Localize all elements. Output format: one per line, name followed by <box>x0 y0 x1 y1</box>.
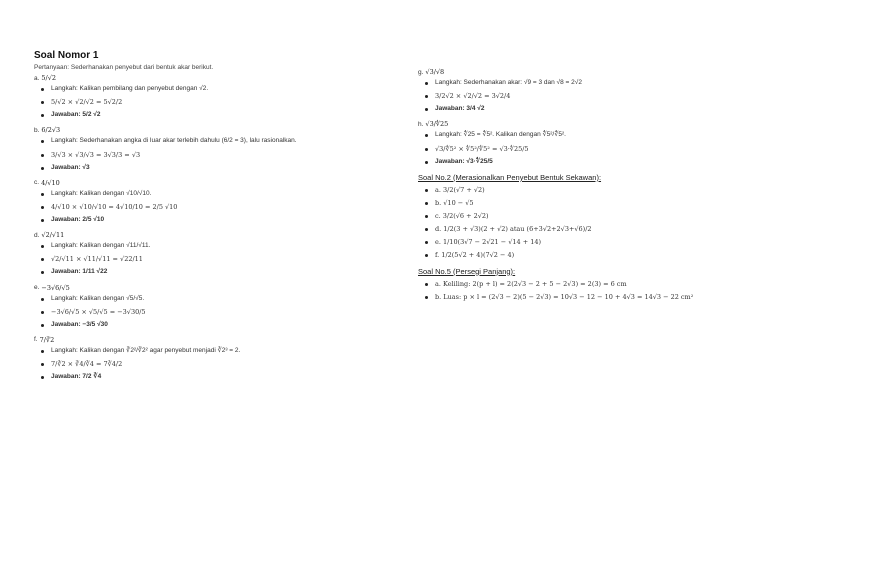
step-item: 3/2√2 × √2/√2 = 3√2/4 <box>424 92 858 100</box>
step-item: √3/∜5² × ∜5²/∜5² = √3·∜25/5 <box>424 145 858 153</box>
right-column <box>418 68 858 308</box>
question-intro: Pertanyaan: Sederhanakan penyebut dari bentuk akar berikut. <box>34 64 214 71</box>
step-item: 3/√3 × √3/√3 = 3√3/3 = √3 <box>40 151 404 159</box>
step-item: Langkah: Kalikan dengan √11/√11. <box>40 242 404 250</box>
answer-item: a. Keliling: 2(p + l) = 2(2√3 − 2 + 5 − 2√3) = 2(3) = 6 cm <box>424 280 858 288</box>
problem-h <box>418 120 858 165</box>
answer-item: f. 1/2(5√2 + 4)(7√2 − 4) <box>424 251 858 259</box>
problem-c <box>34 179 404 224</box>
step-item: 4/√10 × √10/√10 = 4√10/10 = 2/5 √10 <box>40 203 404 211</box>
answer-item: a. 3/2(√7 + √2) <box>424 186 858 194</box>
section-heading: Soal No.5 (Persegi Panjang): <box>418 266 516 276</box>
step-list <box>418 79 858 113</box>
problem-f <box>34 336 404 381</box>
answer-list <box>418 186 858 260</box>
answer-item: Jawaban: 1/11 √22 <box>40 268 404 276</box>
step-item: Langkah: Kalikan pembilang dan penyebut dengan √2. <box>40 85 404 93</box>
problem-b <box>34 126 404 171</box>
problem-label: f. <box>34 336 38 344</box>
problem-expression: √3/√8 <box>425 68 445 76</box>
step-item: Langkah: Kalikan dengan ∛2²/∛2² agar penyebut menjadi ∛2³ = 2. <box>40 347 404 355</box>
answer-item: e. 1/10(3√7 − 2√21 − √14 + 14) <box>424 238 858 246</box>
problem-expression: 5/√2 <box>41 74 57 82</box>
answer-item: c. 3/2(√6 + 2√2) <box>424 212 858 220</box>
step-list <box>34 137 404 171</box>
answer-item: Jawaban: 3/4 √2 <box>424 105 858 113</box>
step-list <box>34 85 404 119</box>
left-column <box>34 50 404 388</box>
problem-label: e. <box>34 284 40 291</box>
problem-e <box>34 284 404 329</box>
problem-g <box>418 68 858 113</box>
step-item: Langkah: ∜25 = ∜5². Kalikan dengan ∜5²/∜5². <box>424 131 858 139</box>
step-item: 7/∛2 × ∛4/∛4 = 7∛4/2 <box>40 360 404 368</box>
step-list <box>418 131 858 165</box>
problem-expression: 6/2√3 <box>41 126 61 135</box>
section-no5 <box>418 267 858 301</box>
problem-a <box>34 74 404 119</box>
answer-item: d. 1/2(3 + √3)(2 + √2) atau (6+3√2+2√3+√6)/2 <box>424 225 858 233</box>
step-list <box>34 190 404 224</box>
problem-expression: 4/√10 <box>41 178 60 187</box>
step-item: −3√6/√5 × √5/√5 = −3√30/5 <box>40 308 404 316</box>
section-heading: Soal No.2 (Merasionalkan Penyebut Bentuk Sekawan): <box>418 172 602 182</box>
answer-item: Jawaban: √3 <box>40 164 404 172</box>
section-no2 <box>418 173 858 260</box>
problem-label: h. <box>418 120 424 128</box>
problem-expression: 7/∛2 <box>39 335 55 344</box>
problem-expression: √2/√11 <box>41 231 65 240</box>
step-list <box>34 347 404 381</box>
problem-label: a. <box>34 74 40 82</box>
problem-expression: −3√6/√5 <box>41 283 70 292</box>
problem-label: b. <box>34 126 40 134</box>
answer-item: Jawaban: 5/2 √2 <box>40 111 404 119</box>
step-list <box>34 242 404 276</box>
step-item: √2/√11 × √11/√11 = √22/11 <box>40 255 404 263</box>
step-item: Langkah: Kalikan dengan √5/√5. <box>40 295 404 303</box>
answer-item: b. Luas: p × l = (2√3 − 2)(5 − 2√3) = 10√3 − 12 − 10 + 4√3 = 14√3 − 22 cm² <box>424 293 858 301</box>
answer-item: Jawaban: √3·∜25/5 <box>424 158 858 166</box>
answer-item: Jawaban: −3/5 √30 <box>40 321 404 329</box>
answer-list <box>418 280 858 301</box>
problem-label: g. <box>418 68 424 76</box>
problem-label: c. <box>34 179 40 187</box>
answer-item: Jawaban: 2/5 √10 <box>40 216 404 224</box>
step-item: 5/√2 × √2/√2 = 5√2/2 <box>40 98 404 106</box>
problem-expression: √3/∜25 <box>425 120 449 129</box>
problem-label: d. <box>34 231 40 239</box>
problem-d <box>34 231 404 276</box>
page-title: Soal Nomor 1 <box>34 50 99 61</box>
answer-item: Jawaban: 7/2 ∛4 <box>40 373 404 381</box>
step-item: Langkah: Kalikan dengan √10/√10. <box>40 190 404 198</box>
step-item: Langkah: Sederhanakan akar: √9 = 3 dan √8 = 2√2 <box>424 79 858 87</box>
answer-item: b. √10 − √5 <box>424 199 858 207</box>
step-item: Langkah: Sederhanakan angka di luar akar terlebih dahulu (6/2 = 3), lalu rasionalkan. <box>40 137 404 145</box>
step-list <box>34 295 404 329</box>
